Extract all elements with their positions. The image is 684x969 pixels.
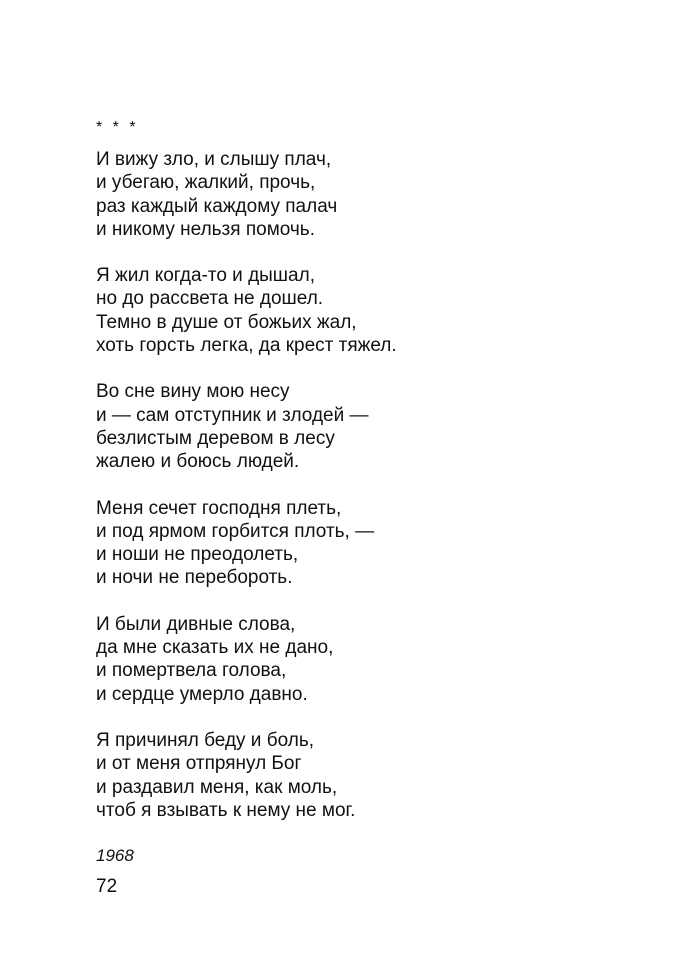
stanza-5 xyxy=(96,613,656,706)
poem-line: раз каждый каждому палач xyxy=(96,195,338,217)
poem-line: хоть горсть легка, да крест тяжел. xyxy=(96,335,397,357)
page-number: 72 xyxy=(96,876,118,897)
poem-line: жалею и боюсь людей. xyxy=(96,451,300,473)
poem-year: 1968 xyxy=(96,846,134,866)
poem-line: безлистым деревом в лесу xyxy=(96,427,335,449)
poem-line: и под ярмом горбится плоть, — xyxy=(96,520,375,542)
poem-line: Меня сечет господня плеть, xyxy=(96,497,342,519)
poem-line: да мне сказать их не дано, xyxy=(96,637,334,659)
stanza-1 xyxy=(96,148,656,241)
stanza-4 xyxy=(96,497,656,590)
stanza-2 xyxy=(96,264,656,357)
poem-line: Я жил когда-то и дышал, xyxy=(96,265,315,287)
poem-line: и — сам отступник и злодей — xyxy=(96,404,369,426)
poem-line: и раздавил меня, как моль, xyxy=(96,776,338,798)
poem-line: но до рассвета не дошел. xyxy=(96,288,324,310)
poem-page xyxy=(96,118,656,867)
poem-line: Темно в душе от божьих жал, xyxy=(96,311,357,333)
poem-line: И были дивные слова, xyxy=(96,613,296,635)
poem-line: Во сне вину мою несу xyxy=(96,381,290,403)
poem-line: и убегаю, жалкий, прочь, xyxy=(96,172,316,194)
stanza-3 xyxy=(96,380,656,473)
poem-line: и никому нельзя помочь. xyxy=(96,218,315,240)
poem-line: и от меня отпрянул Бог xyxy=(96,753,302,775)
poem-line: Я причинял беду и боль, xyxy=(96,729,314,751)
stanza-separator: * * * xyxy=(96,119,139,136)
poem-line: чтоб я взывать к нему не мог. xyxy=(96,799,356,821)
stanza-6 xyxy=(96,729,656,822)
poem-line: и помертвела голова, xyxy=(96,660,287,682)
poem-line: и ноши не преодолеть, xyxy=(96,544,299,566)
poem-line: и ночи не перебороть. xyxy=(96,567,293,589)
poem-line: и сердце умерло давно. xyxy=(96,683,308,705)
poem-line: И вижу зло, и слышу плач, xyxy=(96,149,332,170)
